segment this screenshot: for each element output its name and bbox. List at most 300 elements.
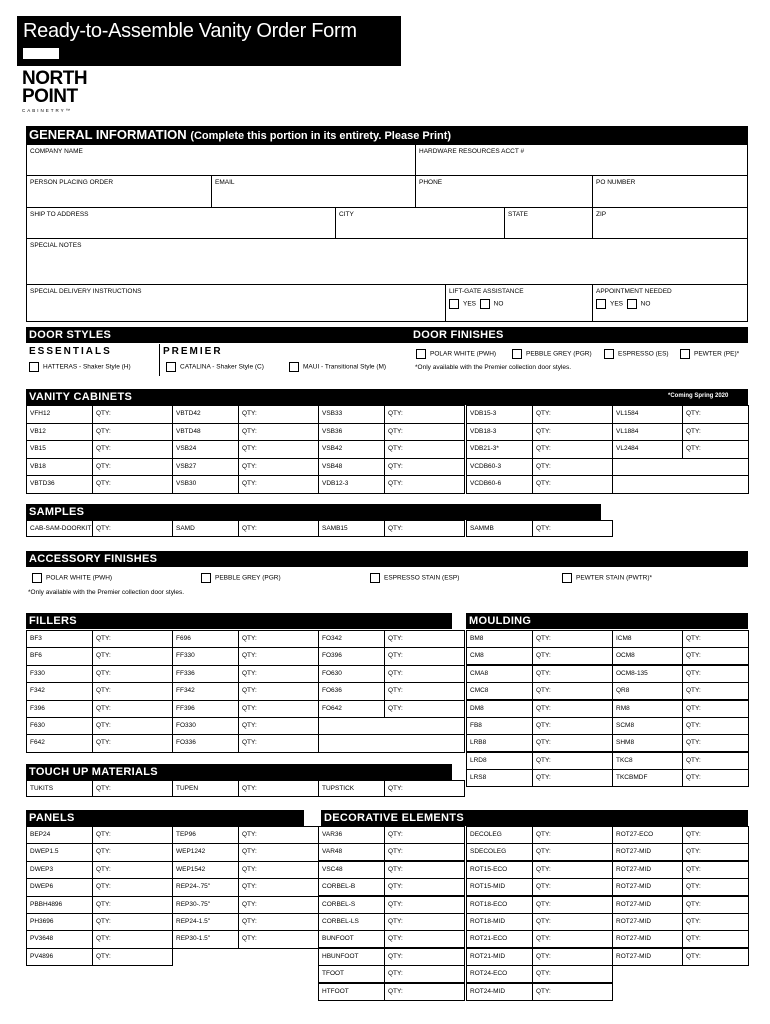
form-title: Ready-to-Assemble Vanity Order Form — [23, 20, 357, 42]
samples-header: SAMPLES — [26, 504, 601, 520]
finish-label: ESPRESSO (ES) — [618, 350, 669, 358]
panel-qty-field[interactable]: QTY: — [92, 861, 173, 879]
decorative-qty-field[interactable]: QTY: — [532, 826, 613, 844]
touchup-qty-field[interactable]: QTY: — [384, 780, 465, 797]
po-number-field[interactable] — [592, 175, 748, 208]
filler-qty-field[interactable]: QTY: — [92, 734, 173, 752]
touchup-qty-field[interactable]: QTY: — [92, 780, 173, 797]
panel-item: WEP1542 — [172, 861, 239, 879]
hatteras-option[interactable] — [29, 362, 131, 373]
filler-item: BF3 — [26, 630, 93, 648]
panel-qty-field[interactable]: QTY: — [238, 861, 319, 879]
moulding-item: ICM8 — [612, 630, 683, 648]
panel-qty-field[interactable]: QTY: — [92, 896, 173, 914]
filler-item: FO342 — [318, 630, 385, 648]
moulding-header: MOULDING — [466, 613, 748, 629]
sample-qty-field[interactable]: QTY: — [92, 520, 173, 537]
touchup-item: TUPSTICK — [318, 780, 385, 797]
decorative-header: DECORATIVE ELEMENTS — [321, 810, 748, 826]
liftgate-field — [445, 284, 593, 322]
decorative-qty-field[interactable]: QTY: — [384, 896, 465, 914]
appointment-field — [592, 284, 748, 322]
vanity-qty-field[interactable]: QTY: — [384, 440, 465, 459]
filler-item: BF6 — [26, 647, 93, 665]
sample-item: SAMMB — [466, 520, 533, 537]
filler-item: FF330 — [172, 647, 239, 665]
filler-qty-field[interactable]: QTY: — [238, 734, 319, 752]
vanity-qty-field[interactable]: QTY: — [238, 440, 319, 459]
panel-item: DWEP1.5 — [26, 843, 93, 861]
decorative-item: ROT27-MID — [612, 948, 683, 966]
vanity-qty-field[interactable]: QTY: — [532, 458, 613, 477]
filler-item: FF342 — [172, 682, 239, 700]
filler-item: F396 — [26, 700, 93, 718]
city-label: CITY — [339, 211, 354, 218]
decorative-qty-field[interactable]: QTY: — [384, 983, 465, 1001]
moulding-qty-field[interactable]: QTY: — [682, 734, 749, 752]
decorative-item: ROT27-MID — [612, 930, 683, 948]
filler-item: F696 — [172, 630, 239, 648]
vanity-item: VL2484 — [612, 440, 683, 459]
accessory-checkbox[interactable] — [32, 573, 42, 583]
finish-checkbox[interactable] — [416, 349, 426, 359]
filler-item: FO336 — [172, 734, 239, 752]
liftgate-label: LIFT-GATE ASSISTANCE — [449, 288, 524, 295]
maui-label: MAUI - Transitional Style (M) — [303, 363, 387, 371]
panel-item: DWEP3 — [26, 861, 93, 879]
decorative-item: VAR36 — [318, 826, 385, 844]
filler-qty-field[interactable]: QTY: — [238, 700, 319, 718]
filler-qty-field[interactable]: QTY: — [384, 647, 465, 665]
accessory-note: *Only available with the Premier collection door styles. — [28, 589, 185, 596]
panel-qty-field[interactable]: QTY: — [92, 930, 173, 948]
vanity-heading: VANITY CABINETS — [29, 391, 133, 403]
hatteras-checkbox[interactable] — [29, 362, 39, 372]
accessory-checkbox[interactable] — [201, 573, 211, 583]
moulding-qty-field[interactable]: QTY: — [532, 665, 613, 683]
filler-qty-field[interactable]: QTY: — [92, 647, 173, 665]
logo-line3: CABINETRY™ — [22, 108, 73, 113]
hatteras-label: HATTERAS - Shaker Style (H) — [43, 363, 131, 371]
vanity-qty-field[interactable]: QTY: — [92, 440, 173, 459]
maui-option[interactable] — [289, 362, 386, 373]
vanity-item: VSB24 — [172, 440, 239, 459]
accessory-checkbox[interactable] — [370, 573, 380, 583]
catalina-option[interactable] — [166, 362, 264, 373]
moulding-qty-field[interactable]: QTY: — [682, 630, 749, 648]
moulding-qty-field[interactable]: QTY: — [682, 647, 749, 665]
phone-field[interactable] — [415, 175, 593, 208]
vanity-item: VB15 — [26, 440, 93, 459]
vanity-item: VBTD48 — [172, 423, 239, 442]
general-subheading: (Complete this portion in its entirety. Please Print) — [190, 130, 452, 142]
decorative-qty-field[interactable]: QTY: — [532, 930, 613, 948]
vanity-item: VB12 — [26, 423, 93, 442]
panel-qty-field[interactable]: QTY: — [92, 913, 173, 931]
vanity-qty-field[interactable]: QTY: — [238, 458, 319, 477]
north-point-logo — [22, 70, 102, 118]
filler-qty-field[interactable]: QTY: — [92, 717, 173, 735]
zip-field[interactable] — [592, 207, 748, 239]
moulding-item: FB8 — [466, 717, 533, 735]
panel-qty-field[interactable]: QTY: — [238, 843, 319, 861]
company-label: COMPANY NAME — [30, 148, 83, 155]
decorative-qty-field[interactable]: QTY: — [682, 930, 749, 948]
vanity-item: VFH12 — [26, 405, 93, 424]
sample-qty-field[interactable]: QTY: — [532, 520, 613, 537]
decorative-item: ROT27-ECO — [612, 826, 683, 844]
decorative-qty-field[interactable]: QTY: — [682, 896, 749, 914]
touchup-item: TUPEN — [172, 780, 239, 797]
moulding-item: QR8 — [612, 682, 683, 700]
person-label: PERSON PLACING ORDER — [30, 179, 114, 186]
general-heading: GENERAL INFORMATION — [29, 127, 187, 142]
filler-qty-field[interactable]: QTY: — [384, 630, 465, 648]
vanity-qty-field[interactable]: QTY: — [532, 423, 613, 442]
decorative-qty-field[interactable]: QTY: — [384, 843, 465, 861]
decorative-qty-field[interactable]: QTY: — [682, 861, 749, 879]
finish-option[interactable] — [416, 349, 496, 360]
moulding-qty-field[interactable]: QTY: — [532, 752, 613, 770]
decorative-item: ROT27-MID — [612, 843, 683, 861]
vanity-qty-field[interactable]: QTY: — [682, 440, 749, 459]
decorative-qty-field[interactable]: QTY: — [532, 913, 613, 931]
decorative-item: CORBEL-S — [318, 896, 385, 914]
special-notes-field[interactable] — [26, 238, 748, 285]
decorative-item: ROT27-MID — [612, 913, 683, 931]
appointment-label: APPOINTMENT NEEDED — [596, 288, 672, 295]
decorative-qty-field[interactable]: QTY: — [532, 965, 613, 983]
phone-label: PHONE — [419, 179, 443, 186]
filler-item: FF396 — [172, 700, 239, 718]
panel-item: PV3648 — [26, 930, 93, 948]
decorative-item: HBUNFOOT — [318, 948, 385, 966]
decorative-qty-field[interactable]: QTY: — [682, 843, 749, 861]
po-label: PO NUMBER — [596, 179, 636, 186]
decorative-qty-field[interactable]: QTY: — [384, 930, 465, 948]
logo-line1: NORTH — [22, 68, 88, 89]
vanity-item: VBTD36 — [26, 475, 93, 494]
panel-qty-field[interactable]: QTY: — [92, 878, 173, 896]
finish-label: POLAR WHITE (PWH) — [430, 350, 497, 358]
moulding-item: BM8 — [466, 630, 533, 648]
catalina-label: CATALINA - Shaker Style (C) — [180, 363, 264, 371]
vanity-qty-field[interactable]: QTY: — [682, 423, 749, 442]
moulding-qty-field[interactable]: QTY: — [532, 769, 613, 787]
catalina-checkbox[interactable] — [166, 362, 176, 372]
decorative-item: SDECOLEG — [466, 843, 533, 861]
panel-item: WEP1242 — [172, 843, 239, 861]
email-field[interactable] — [211, 175, 416, 208]
vanity-item: VCDB60-6 — [466, 475, 533, 494]
panel-item: DWEP6 — [26, 878, 93, 896]
moulding-item: LRB8 — [466, 734, 533, 752]
door-styles-header: DOOR STYLES — [26, 327, 410, 343]
moulding-qty-field[interactable]: QTY: — [532, 647, 613, 665]
sample-item: CAB-SAM-DOORKIT — [26, 520, 93, 537]
appointment-no-checkbox[interactable] — [627, 299, 637, 309]
moulding-item: TKCBMDF — [612, 769, 683, 787]
vanity-item: VBTD42 — [172, 405, 239, 424]
moulding-qty-field[interactable]: QTY: — [682, 752, 749, 770]
panel-qty-field[interactable]: QTY: — [92, 948, 173, 966]
finish-label: PEWTER (PE)* — [694, 350, 740, 358]
decorative-item: ROT21-MID — [466, 948, 533, 966]
decorative-item: CORBEL-B — [318, 878, 385, 896]
moulding-item: TKC8 — [612, 752, 683, 770]
liftgate-no-checkbox[interactable] — [480, 299, 490, 309]
panel-item: BEP24 — [26, 826, 93, 844]
hardware-acct-field[interactable] — [415, 144, 748, 176]
ship-address-field[interactable] — [26, 207, 336, 239]
fillers-header: FILLERS — [26, 613, 452, 629]
coming-spring-note: *Coming Spring 2020 — [668, 393, 729, 399]
vanity-qty-field[interactable]: QTY: — [384, 458, 465, 477]
panel-item: REP24-1.5" — [172, 913, 239, 931]
filler-item: FO330 — [172, 717, 239, 735]
vanity-item: VDB18-3 — [466, 423, 533, 442]
finish-option[interactable] — [604, 349, 669, 360]
moulding-qty-field[interactable]: QTY: — [532, 630, 613, 648]
decorative-qty-field[interactable]: QTY: — [384, 826, 465, 844]
city-field[interactable] — [335, 207, 505, 239]
vanity-qty-field[interactable]: QTY: — [384, 475, 465, 494]
vanity-qty-field[interactable]: QTY: — [238, 423, 319, 442]
accessory-header: ACCESSORY FINISHES — [26, 551, 748, 567]
liftgate-yes-checkbox[interactable] — [449, 299, 459, 309]
vanity-item: VDB21-3* — [466, 440, 533, 459]
vanity-qty-field[interactable]: QTY: — [92, 458, 173, 477]
decorative-qty-field[interactable]: QTY: — [682, 913, 749, 931]
vanity-item: VB18 — [26, 458, 93, 477]
finish-option[interactable] — [680, 349, 739, 360]
accessory-option[interactable] — [201, 573, 281, 584]
decorative-qty-field[interactable]: QTY: — [384, 878, 465, 896]
decorative-item: DECOLEG — [466, 826, 533, 844]
touchup-item: TUKITS — [26, 780, 93, 797]
decorative-qty-field[interactable]: QTY: — [532, 948, 613, 966]
moulding-item: DM8 — [466, 700, 533, 718]
ship-label: SHIP TO ADDRESS — [30, 211, 89, 218]
filler-qty-field[interactable]: QTY: — [384, 665, 465, 683]
decorative-qty-field[interactable]: QTY: — [532, 878, 613, 896]
vanity-qty-field[interactable]: QTY: — [532, 475, 613, 494]
door-finishes-header: DOOR FINISHES — [410, 327, 748, 343]
moulding-item: OCM8-135 — [612, 665, 683, 683]
moulding-qty-field[interactable]: QTY: — [532, 717, 613, 735]
moulding-item: LRD8 — [466, 752, 533, 770]
decorative-item: TFOOT — [318, 965, 385, 983]
decorative-item: VSC48 — [318, 861, 385, 879]
vanity-qty-field[interactable]: QTY: — [238, 475, 319, 494]
filler-qty-field[interactable]: QTY: — [238, 682, 319, 700]
filler-item: F330 — [26, 665, 93, 683]
appointment-yes-label: YES — [610, 300, 624, 308]
panel-qty-field[interactable]: QTY: — [238, 930, 319, 948]
touchup-qty-field[interactable]: QTY: — [238, 780, 319, 797]
filler-item: F630 — [26, 717, 93, 735]
decorative-qty-field[interactable]: QTY: — [384, 948, 465, 966]
filler-qty-field[interactable]: QTY: — [384, 682, 465, 700]
decorative-item: CORBEL-LS — [318, 913, 385, 931]
vanity-qty-field[interactable]: QTY: — [384, 423, 465, 442]
finish-checkbox[interactable] — [680, 349, 690, 359]
decorative-item: ROT18-MID — [466, 913, 533, 931]
panel-qty-field[interactable]: QTY: — [238, 878, 319, 896]
essentials-heading: ESSENTIALS — [29, 346, 112, 357]
moulding-qty-field[interactable]: QTY: — [682, 700, 749, 718]
company-name-field[interactable] — [26, 144, 416, 176]
filler-qty-field[interactable]: QTY: — [238, 717, 319, 735]
vanity-qty-field[interactable]: QTY: — [238, 405, 319, 424]
logo-line2: POINT — [22, 86, 78, 107]
vanity-item: VL1884 — [612, 423, 683, 442]
moulding-item: RM8 — [612, 700, 683, 718]
maui-checkbox[interactable] — [289, 362, 299, 372]
zip-label: ZIP — [596, 211, 607, 218]
premier-heading: PREMIER — [163, 346, 223, 357]
accessory-label: PEWTER STAIN (PWTR)* — [576, 574, 653, 582]
panel-qty-field[interactable]: QTY: — [238, 913, 319, 931]
vanity-empty — [612, 458, 749, 477]
filler-item: FO630 — [318, 665, 385, 683]
decorative-qty-field[interactable]: QTY: — [532, 861, 613, 879]
email-label: EMAIL — [215, 179, 235, 186]
touchup-header: TOUCH UP MATERIALS — [26, 764, 452, 780]
panels-header: PANELS — [26, 810, 304, 826]
decorative-item: ROT27-MID — [612, 861, 683, 879]
delivery-instructions-field[interactable] — [26, 284, 446, 322]
sample-qty-field[interactable]: QTY: — [238, 520, 319, 537]
decorative-item: ROT27-MID — [612, 896, 683, 914]
decorative-item: ROT21-ECO — [466, 930, 533, 948]
vanity-header — [26, 389, 748, 405]
filler-item: F342 — [26, 682, 93, 700]
finish-checkbox[interactable] — [604, 349, 614, 359]
moulding-qty-field[interactable]: QTY: — [682, 665, 749, 683]
moulding-item: CMC8 — [466, 682, 533, 700]
vanity-item: VCDB60-3 — [466, 458, 533, 477]
vanity-qty-field[interactable]: QTY: — [92, 423, 173, 442]
notes-label: SPECIAL NOTES — [30, 242, 82, 249]
vanity-item: VL1584 — [612, 405, 683, 424]
title-bar — [17, 16, 401, 66]
filler-qty-field[interactable]: QTY: — [92, 665, 173, 683]
vanity-qty-field[interactable]: QTY: — [92, 405, 173, 424]
filler-qty-field[interactable]: QTY: — [238, 647, 319, 665]
vanity-item: VDB12-3 — [318, 475, 385, 494]
accessory-checkbox[interactable] — [562, 573, 572, 583]
vanity-qty-field[interactable]: QTY: — [384, 405, 465, 424]
panel-item: TEP96 — [172, 826, 239, 844]
finish-option[interactable] — [512, 349, 592, 360]
vanity-item: VDB15-3 — [466, 405, 533, 424]
moulding-item: CM8 — [466, 647, 533, 665]
panel-item: REP30-1.5" — [172, 930, 239, 948]
panel-item: PBBH4896 — [26, 896, 93, 914]
filler-qty-field[interactable]: QTY: — [384, 700, 465, 718]
accessory-option[interactable] — [562, 573, 652, 584]
moulding-qty-field[interactable]: QTY: — [532, 734, 613, 752]
accessory-label: POLAR WHITE (PWH) — [46, 574, 113, 582]
moulding-item: LRS8 — [466, 769, 533, 787]
appointment-yes-checkbox[interactable] — [596, 299, 606, 309]
vanity-item: VSB30 — [172, 475, 239, 494]
finish-checkbox[interactable] — [512, 349, 522, 359]
accessory-option[interactable] — [32, 573, 112, 584]
decorative-qty-field[interactable]: QTY: — [532, 896, 613, 914]
filler-empty — [318, 734, 465, 752]
decorative-item: BUNFOOT — [318, 930, 385, 948]
decorative-item: ROT15-MID — [466, 878, 533, 896]
accessory-option[interactable] — [370, 573, 459, 584]
vanity-item: VSB48 — [318, 458, 385, 477]
moulding-item: OCM8 — [612, 647, 683, 665]
vanity-item: VSB42 — [318, 440, 385, 459]
decorative-qty-field[interactable]: QTY: — [532, 983, 613, 1001]
moulding-item: SCM8 — [612, 717, 683, 735]
panel-qty-field[interactable]: QTY: — [238, 826, 319, 844]
panel-item: REP30-.75" — [172, 896, 239, 914]
panel-qty-field[interactable]: QTY: — [92, 826, 173, 844]
moulding-qty-field[interactable]: QTY: — [682, 769, 749, 787]
filler-qty-field[interactable]: QTY: — [92, 630, 173, 648]
panel-item: REP24-.75" — [172, 878, 239, 896]
filler-qty-field[interactable]: QTY: — [92, 700, 173, 718]
filler-qty-field[interactable]: QTY: — [238, 630, 319, 648]
decorative-qty-field[interactable]: QTY: — [682, 948, 749, 966]
decorative-item: VAR48 — [318, 843, 385, 861]
filler-qty-field[interactable]: QTY: — [92, 682, 173, 700]
moulding-qty-field[interactable]: QTY: — [682, 682, 749, 700]
decorative-qty-field[interactable]: QTY: — [682, 878, 749, 896]
decorative-item: ROT27-MID — [612, 878, 683, 896]
person-field[interactable] — [26, 175, 212, 208]
panel-qty-field[interactable]: QTY: — [92, 843, 173, 861]
accessory-label: ESPRESSO STAIN (ESP) — [384, 574, 460, 582]
general-info-header — [26, 126, 748, 144]
liftgate-no-label: NO — [493, 300, 504, 308]
decorative-qty-field[interactable]: QTY: — [384, 965, 465, 983]
panel-qty-field[interactable]: QTY: — [238, 896, 319, 914]
sample-item: SAMD — [172, 520, 239, 537]
decorative-item: ROT24-ECO — [466, 965, 533, 983]
finish-label: PEBBLE GREY (PGR) — [526, 350, 592, 358]
vanity-qty-field[interactable]: QTY: — [682, 405, 749, 424]
moulding-qty-field[interactable]: QTY: — [532, 700, 613, 718]
filler-item: F642 — [26, 734, 93, 752]
sample-qty-field[interactable]: QTY: — [384, 520, 465, 537]
vanity-qty-field[interactable]: QTY: — [532, 440, 613, 459]
delivery-label: SPECIAL DELIVERY INSTRUCTIONS — [30, 288, 142, 295]
moulding-item: SHM8 — [612, 734, 683, 752]
decorative-item: ROT18-ECO — [466, 896, 533, 914]
decorative-qty-field[interactable]: QTY: — [384, 913, 465, 931]
vanity-qty-field[interactable]: QTY: — [532, 405, 613, 424]
title-stub — [23, 48, 59, 59]
state-field[interactable] — [504, 207, 593, 239]
liftgate-yes-label: YES — [463, 300, 477, 308]
moulding-qty-field[interactable]: QTY: — [532, 682, 613, 700]
vanity-qty-field[interactable]: QTY: — [92, 475, 173, 494]
vanity-item: VSB36 — [318, 423, 385, 442]
filler-qty-field[interactable]: QTY: — [238, 665, 319, 683]
decorative-qty-field[interactable]: QTY: — [384, 861, 465, 879]
filler-item: FO636 — [318, 682, 385, 700]
decorative-qty-field[interactable]: QTY: — [532, 843, 613, 861]
moulding-qty-field[interactable]: QTY: — [682, 717, 749, 735]
decorative-qty-field[interactable]: QTY: — [682, 826, 749, 844]
